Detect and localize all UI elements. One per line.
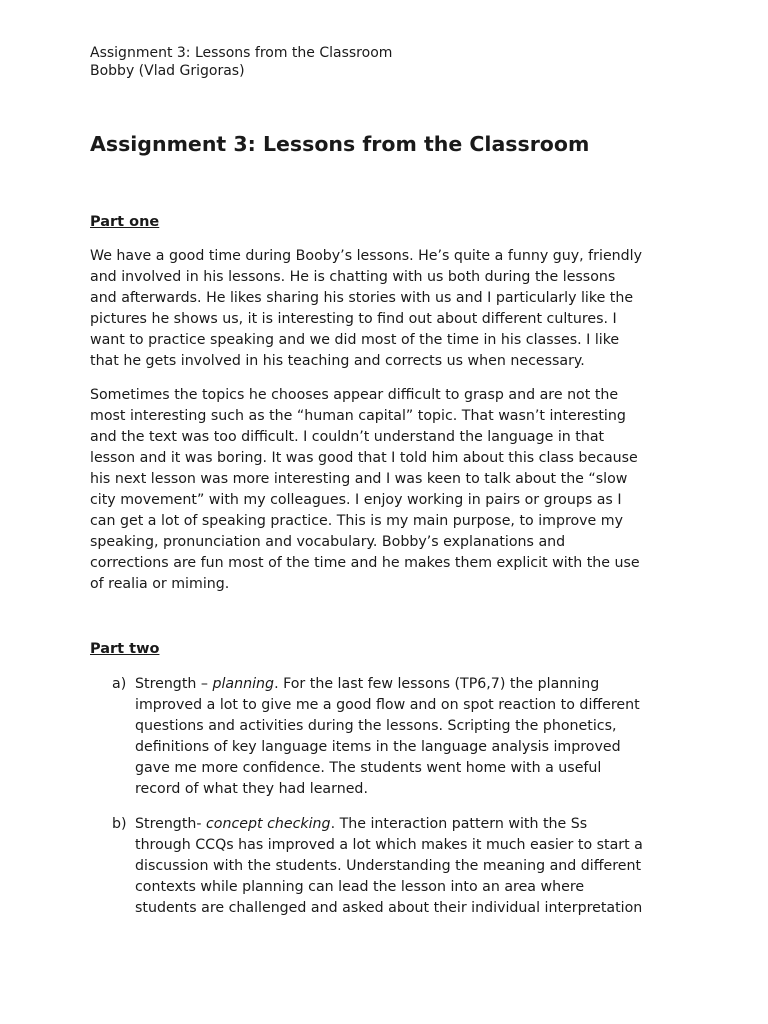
part-one-paragraph-2 bbox=[90, 385, 690, 595]
part-one-paragraph-1 bbox=[90, 246, 690, 372]
text-line: We have a good time during Booby’s lessons. He’s quite a funny guy, friendly bbox=[90, 248, 643, 264]
item-first-rest: . For the last few lessons (TP6,7) the planning bbox=[274, 676, 600, 692]
item-lead: Strength- bbox=[135, 816, 206, 832]
text-line: improved a lot to give me a good flow and on spot reaction to different bbox=[135, 697, 640, 713]
text-line: and afterwards. He likes sharing his stories with us and I particularly like the bbox=[90, 290, 634, 306]
text-line bbox=[135, 674, 695, 695]
text-line: students are challenged and asked about their individual interpretation bbox=[135, 900, 643, 916]
item-emphasis: concept checking bbox=[206, 816, 331, 832]
text-line: pictures he shows us, it is interesting to find out about different cultures. I bbox=[90, 311, 617, 327]
text-line: and involved in his lessons. He is chatting with us both during the lessons bbox=[90, 269, 616, 285]
text-line: discussion with the students. Understanding the meaning and different bbox=[135, 858, 642, 874]
part-one-heading: Part one bbox=[90, 214, 160, 230]
list-item-body bbox=[135, 814, 695, 919]
text-line: record of what they had learned. bbox=[135, 781, 368, 797]
text-line: corrections are fun most of the time and he makes them explicit with the use bbox=[90, 555, 640, 571]
text-line: Sometimes the topics he chooses appear difficult to grasp and are not the bbox=[90, 387, 619, 403]
list-item-body bbox=[135, 674, 695, 800]
text-line: his next lesson was more interesting and I was keen to talk about the “slow bbox=[90, 471, 628, 487]
text-line: most interesting such as the “human capital” topic. That wasn’t interesting bbox=[90, 408, 626, 424]
text-line: of realia or miming. bbox=[90, 576, 230, 592]
item-emphasis: planning bbox=[212, 676, 275, 692]
item-lead: Strength – bbox=[135, 676, 213, 692]
text-line: definitions of key language items in the language analysis improved bbox=[135, 739, 621, 755]
text-line: through CCQs has improved a lot which makes it much easier to start a bbox=[135, 837, 643, 853]
text-line: can get a lot of speaking practice. This is my main purpose, to improve my bbox=[90, 513, 624, 529]
header-assignment-line: Assignment 3: Lessons from the Classroom bbox=[90, 45, 393, 61]
part-two-heading: Part two bbox=[90, 641, 160, 657]
text-line: and the text was too difficult. I couldn’t understand the language in that bbox=[90, 429, 605, 445]
document-page bbox=[90, 44, 690, 916]
text-line: contexts while planning can lead the lesson into an area where bbox=[135, 879, 585, 895]
item-first-rest: . The interaction pattern with the Ss bbox=[330, 816, 588, 832]
text-line: that he gets involved in his teaching and corrects us when necessary. bbox=[90, 353, 585, 369]
list-marker: b) bbox=[112, 816, 127, 832]
text-line: city movement” with my colleagues. I enjoy working in pairs or groups as I bbox=[90, 492, 622, 508]
header-author-line: Bobby (Vlad Grigoras) bbox=[90, 63, 245, 79]
text-line: questions and activities during the lessons. Scripting the phonetics, bbox=[135, 718, 617, 734]
text-line bbox=[135, 814, 695, 835]
text-line: gave me more confidence. The students went home with a useful bbox=[135, 760, 602, 776]
text-line: speaking, pronunciation and vocabulary. Bobby’s explanations and bbox=[90, 534, 566, 550]
list-marker: a) bbox=[112, 676, 127, 692]
text-line: want to practice speaking and we did most of the time in his classes. I like bbox=[90, 332, 620, 348]
document-title: Assignment 3: Lessons from the Classroom bbox=[90, 132, 590, 156]
text-line: lesson and it was boring. It was good that I told him about this class because bbox=[90, 450, 638, 466]
